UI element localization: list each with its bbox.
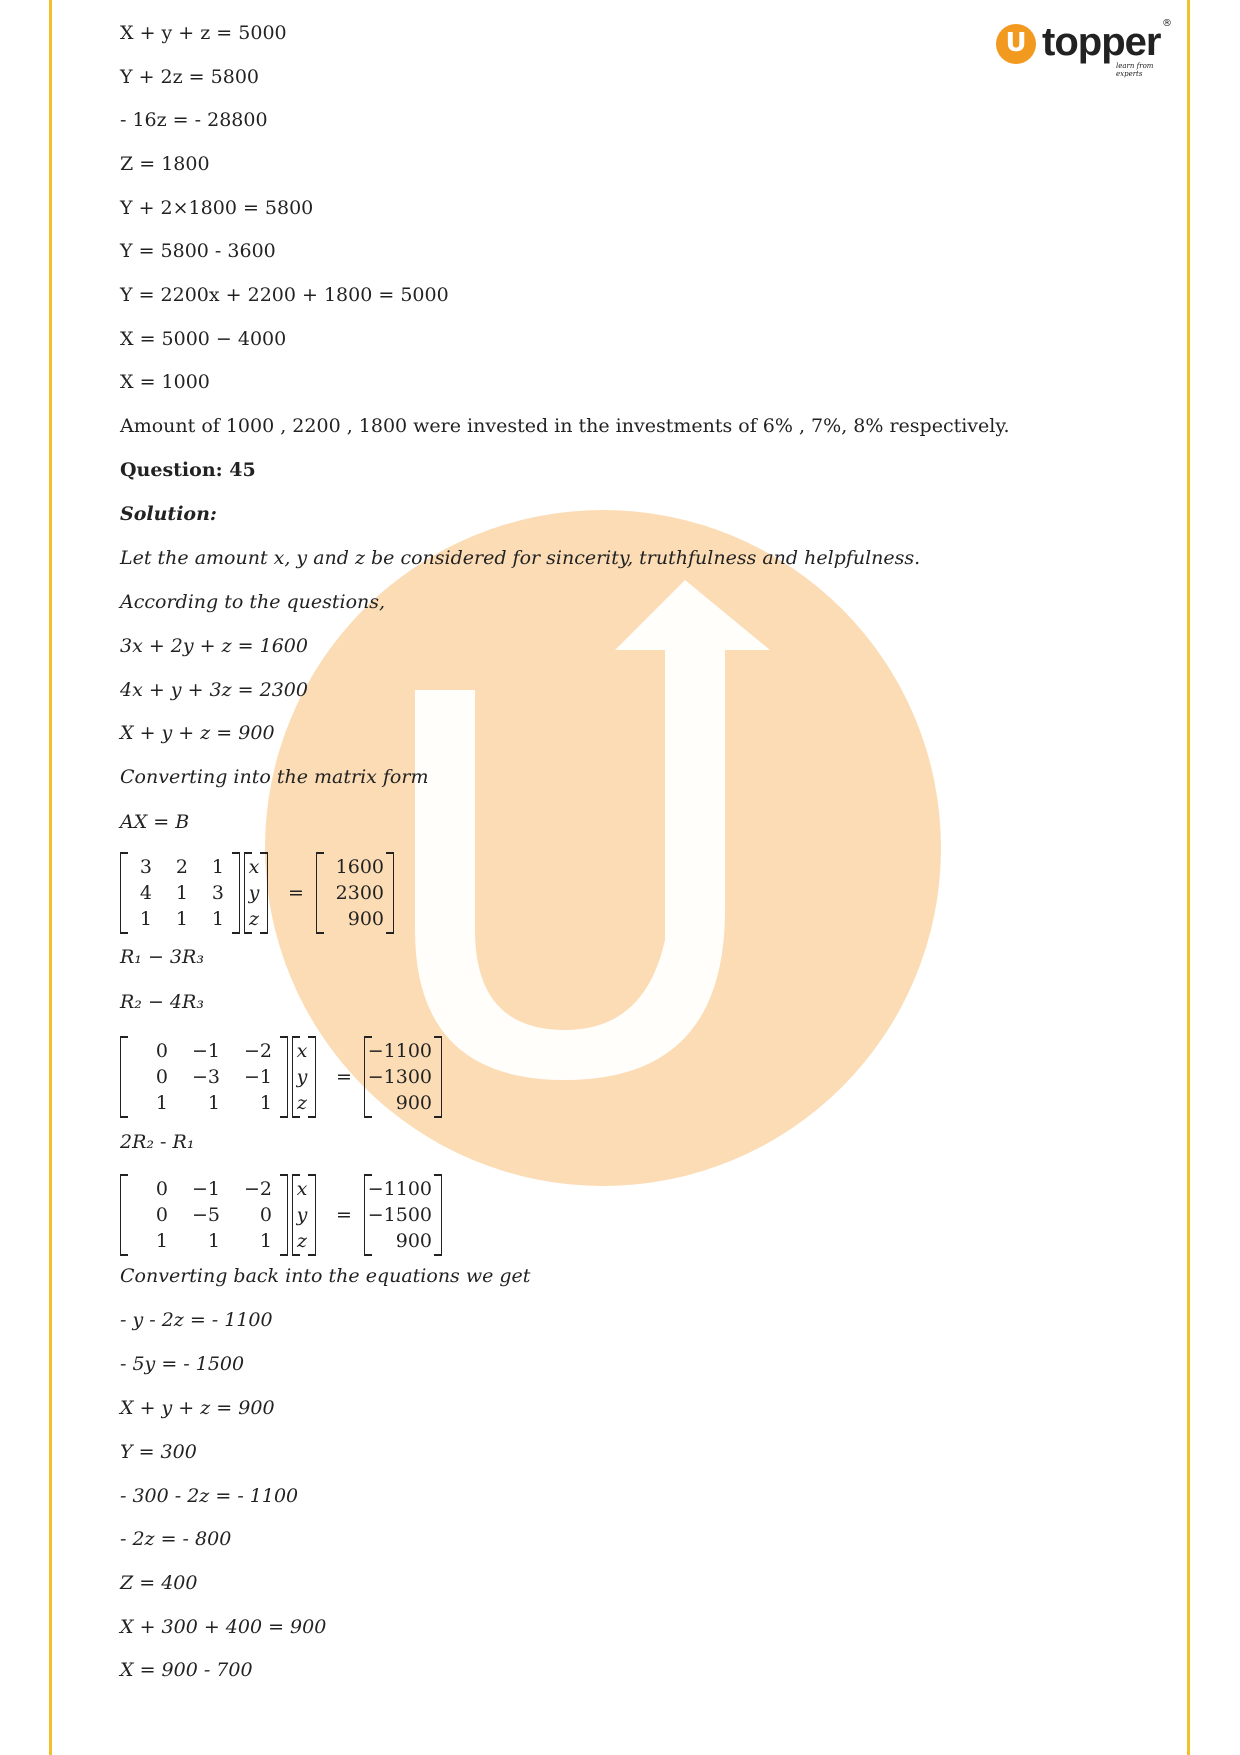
matrix-x-cell: z — [296, 1230, 307, 1252]
matrix-a-cell: 3 — [139, 856, 152, 878]
equation-line: X + y + z = 5000 — [120, 22, 287, 44]
matrix-b-cell: −1100 — [367, 1040, 432, 1062]
logo-registered: ® — [1162, 18, 1172, 29]
logo-mark-icon: U — [996, 24, 1036, 64]
matrix-a-cell: 1 — [207, 1230, 220, 1252]
matrix-x-cell: z — [296, 1092, 307, 1114]
matrix-a-cell: 0 — [155, 1040, 168, 1062]
row-operation: R₂ − 4R₃ — [120, 991, 204, 1013]
solution-text: Let the amount x, y and z be considered for sincerity, truthfulness and helpfulness. — [120, 547, 921, 569]
matrix-a-cell: 1 — [259, 1092, 272, 1114]
logo-tagline: learn from experts — [1116, 62, 1154, 78]
matrix-a-cell: 1 — [155, 1230, 168, 1252]
equation-line: 4x + y + 3z = 2300 — [120, 679, 308, 701]
matrix-b-cell: 900 — [347, 908, 384, 930]
matrix-a-cell: 4 — [139, 882, 152, 904]
equation-line: - 2z = - 800 — [120, 1528, 232, 1550]
matrix-b-cell: 2300 — [335, 882, 384, 904]
solution-heading: Solution: — [120, 503, 217, 525]
question-heading: Question: 45 — [120, 459, 256, 481]
matrix-a-cell: 1 — [259, 1230, 272, 1252]
matrix-b-cell: 900 — [395, 1230, 432, 1252]
equation-line: X = 900 - 700 — [120, 1659, 253, 1681]
matrix-a-cell: 1 — [207, 1092, 220, 1114]
equals-sign: = — [336, 1066, 352, 1088]
equation-line: X + 300 + 400 = 900 — [120, 1616, 327, 1638]
row-operation: R₁ − 3R₃ — [120, 946, 204, 968]
equation-line: - 16z = - 28800 — [120, 109, 268, 131]
solution-text: Converting back into the equations we get — [120, 1265, 531, 1287]
matrix-a-cell: 0 — [155, 1204, 168, 1226]
matrix-a-cell: −5 — [191, 1204, 220, 1226]
solution-text: According to the questions, — [120, 591, 386, 613]
matrix-x-cell: y — [296, 1204, 308, 1226]
matrix-a-cell: 0 — [155, 1066, 168, 1088]
equation-line: Y = 5800 - 3600 — [120, 240, 276, 262]
answer-statement: Amount of 1000 , 2200 , 1800 were invested in the investments of 6% , 7%, 8% respectively. — [120, 415, 1010, 437]
matrix-a-cell: 0 — [155, 1178, 168, 1200]
equation-line: Z = 400 — [120, 1572, 198, 1594]
equation-line: Y + 2z = 5800 — [120, 66, 259, 88]
topper-logo — [996, 18, 1176, 76]
matrix-x-cell: x — [296, 1178, 308, 1200]
equation-line: - 300 - 2z = - 1100 — [120, 1485, 299, 1507]
matrix-x-cell: x — [248, 856, 260, 878]
equation-line: X = 5000 − 4000 — [120, 328, 287, 350]
equation-line: Y = 300 — [120, 1441, 197, 1463]
matrix-a-cell: −1 — [243, 1066, 272, 1088]
row-operation: 2R₂ - R₁ — [120, 1131, 195, 1153]
equals-sign: = — [336, 1204, 352, 1226]
matrix-b-cell: −1300 — [367, 1066, 432, 1088]
logo-name: topper — [1042, 20, 1161, 64]
equation-line: 3x + 2y + z = 1600 — [120, 635, 308, 657]
page-border-right — [1187, 0, 1190, 1755]
equation-line: X + y + z = 900 — [120, 722, 275, 744]
solution-text: Converting into the matrix form — [120, 766, 429, 788]
matrix-a-cell: 3 — [211, 882, 224, 904]
matrix-a-cell: 2 — [175, 856, 188, 878]
matrix-a-cell: 1 — [211, 908, 224, 930]
matrix-b-cell: 1600 — [335, 856, 384, 878]
equation-line: - 5y = - 1500 — [120, 1353, 245, 1375]
equation-line: X + y + z = 900 — [120, 1397, 275, 1419]
equation-line: X = 1000 — [120, 371, 210, 393]
matrix-a-cell: −1 — [191, 1178, 220, 1200]
matrix-a-cell: 1 — [211, 856, 224, 878]
matrix-a-cell: −2 — [243, 1040, 272, 1062]
equation-line: - y - 2z = - 1100 — [120, 1309, 273, 1331]
matrix-x-cell: x — [296, 1040, 308, 1062]
equation-line: Y = 2200x + 2200 + 1800 = 5000 — [120, 284, 449, 306]
matrix-a-cell: −1 — [191, 1040, 220, 1062]
matrix-x-cell: y — [296, 1066, 308, 1088]
matrix-a-cell: −2 — [243, 1178, 272, 1200]
equation-line: Y + 2×1800 = 5800 — [120, 197, 314, 219]
equation-line: Z = 1800 — [120, 153, 210, 175]
matrix-x-cell: z — [248, 908, 259, 930]
equals-sign: = — [288, 882, 304, 904]
matrix-b-cell: −1500 — [367, 1204, 432, 1226]
matrix-a-cell: 1 — [175, 908, 188, 930]
equation-line: AX = B — [120, 811, 190, 833]
matrix-x-cell: y — [248, 882, 260, 904]
matrix-a-cell: 1 — [175, 882, 188, 904]
page-border-left — [49, 0, 52, 1755]
matrix-b-cell: 900 — [395, 1092, 432, 1114]
matrix-a-cell: −3 — [191, 1066, 220, 1088]
matrix-a-cell: 1 — [139, 908, 152, 930]
matrix-a-cell: 1 — [155, 1092, 168, 1114]
matrix-b-cell: −1100 — [367, 1178, 432, 1200]
matrix-a-cell: 0 — [259, 1204, 272, 1226]
